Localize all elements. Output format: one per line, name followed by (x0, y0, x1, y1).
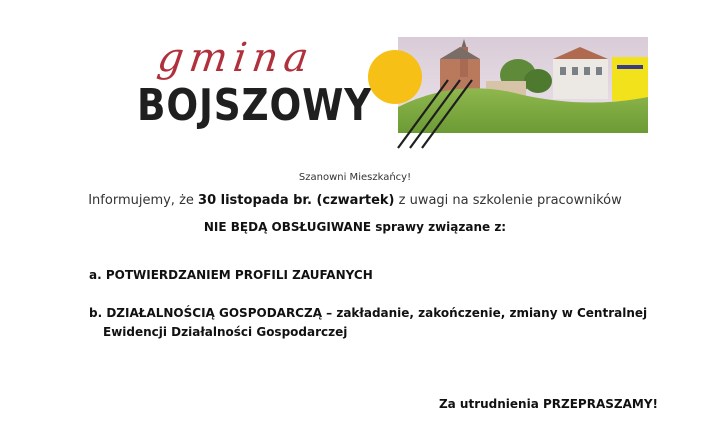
headline (0, 220, 710, 234)
list-item-b-line2: Ewidencji Działalności Gospodarczej (103, 325, 348, 339)
apology-pre: Za utrudnienia (438, 397, 543, 411)
list-item-b (89, 304, 659, 342)
headline-rest: sprawy związane z: (371, 220, 507, 234)
info-line (0, 193, 710, 208)
list-item-a: a. POTWIERDZANIEM PROFILI ZAUFANYCH (89, 268, 373, 282)
logo-name-bojszowy: BOJSZOWY (137, 80, 373, 131)
list-item-b-line1: b. DZIAŁALNOŚCIĄ GOSPODARCZĄ – zakładanie, zakończenie, zmiany w Centralnej (89, 306, 648, 320)
info-post: z uwagi na szkolenie pracowników (394, 193, 622, 208)
info-day: (czwartek) (311, 193, 395, 208)
apology-bold: PRZEPRASZAMY! (543, 397, 658, 411)
apology-line (439, 397, 658, 411)
headline-bold: NIE BĘDĄ OBSŁUGIWANE (203, 220, 372, 234)
logo-script-gmina: gmina (154, 35, 318, 81)
info-date: 30 listopada br. (198, 193, 312, 208)
info-pre: Informujemy, że (88, 193, 199, 208)
salutation: Szanowni Mieszkańcy! (298, 172, 412, 183)
